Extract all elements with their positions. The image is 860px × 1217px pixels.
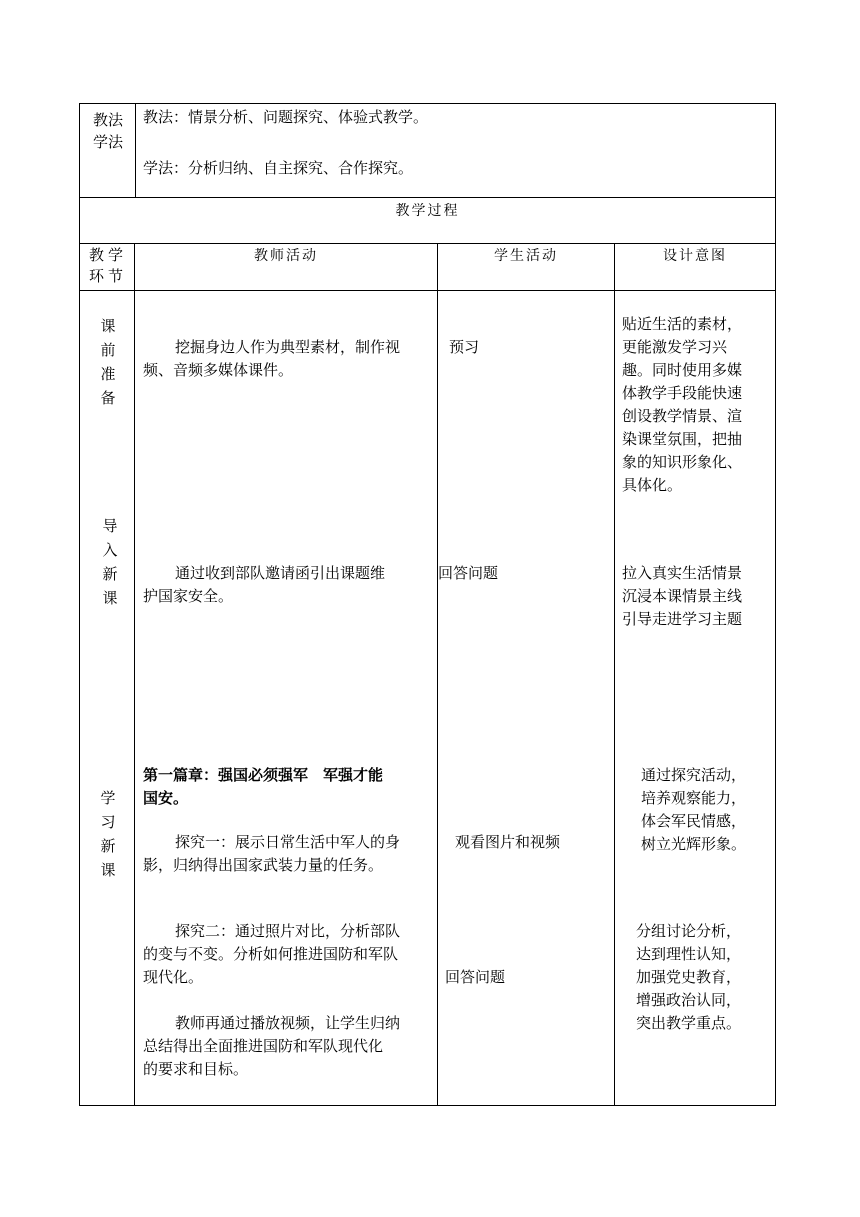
learn-intent1-line-2: 培养观察能力， bbox=[641, 789, 747, 807]
process-title-bottom-border bbox=[79, 243, 776, 244]
table-right-border bbox=[775, 103, 776, 1106]
stage-label-prep: 课前准备 bbox=[100, 317, 116, 407]
explore2-line-2: 的变与不变。分析如何推进国防和军队 bbox=[143, 945, 399, 963]
prep-intent-line-7: 象的知识形象化、 bbox=[622, 453, 743, 471]
methods-label: 教法学法 bbox=[92, 111, 123, 151]
prep-intent-line-8: 具体化。 bbox=[622, 476, 683, 494]
learn-intent2-line-1: 分组讨论分析， bbox=[636, 922, 742, 940]
learn-student-activity-2: 回答问题 bbox=[445, 968, 506, 986]
learn-student-activity-1: 观看图片和视频 bbox=[455, 833, 561, 851]
methods-divider bbox=[135, 103, 136, 198]
teaching-methods-text: 教法：情景分析、问题探究、体验式教学。 bbox=[143, 108, 429, 126]
prep-teacher-line-2: 频、音频多媒体课件。 bbox=[143, 361, 294, 379]
video-line-2: 总结得出全面推进国防和军队现代化 bbox=[143, 1037, 384, 1055]
table-top-border bbox=[79, 103, 776, 104]
prep-intent-line-6: 染课堂氛围，把抽 bbox=[622, 430, 743, 448]
learn-intent1-line-4: 树立光辉形象。 bbox=[641, 835, 747, 853]
chapter-title-line-2: 国安。 bbox=[143, 789, 189, 807]
learning-methods-text: 学法：分析归纳、自主探究、合作探究。 bbox=[143, 159, 414, 177]
explore1-line-2: 影，归纳得出国家武装力量的任务。 bbox=[143, 856, 384, 874]
intro-teacher-line-2: 护国家安全。 bbox=[143, 587, 234, 605]
intro-intent-line-1: 拉入真实生活情景 bbox=[622, 564, 743, 582]
learn-intent2-line-3: 加强党史教育， bbox=[636, 968, 742, 986]
prep-teacher-line-1: 挖掘身边人作为典型素材，制作视 bbox=[175, 338, 401, 356]
prep-intent-line-1: 贴近生活的素材， bbox=[622, 315, 743, 333]
video-line-3: 的要求和目标。 bbox=[143, 1060, 249, 1078]
column-header-student: 学生活动 bbox=[494, 248, 558, 264]
intro-teacher-line-1: 通过收到部队邀请函引出课题维 bbox=[175, 564, 386, 582]
learn-intent2-line-5: 突出教学重点。 bbox=[636, 1014, 742, 1032]
stage-column-divider bbox=[134, 243, 135, 1106]
prep-intent-line-3: 趣。同时使用多媒 bbox=[622, 361, 743, 379]
teacher-column-divider bbox=[437, 243, 438, 1106]
explore2-line-1: 探究二：通过照片对比，分析部队 bbox=[175, 922, 401, 940]
header-row-bottom-border bbox=[79, 290, 776, 291]
student-column-divider bbox=[614, 243, 615, 1106]
column-header-stage: 教学环节 bbox=[88, 246, 127, 285]
learn-intent2-line-4: 增强政治认同， bbox=[636, 991, 742, 1009]
prep-intent-line-4: 体教学手段能快速 bbox=[622, 384, 743, 402]
intro-student-activity: 回答问题 bbox=[438, 564, 499, 582]
methods-bottom-border bbox=[79, 197, 776, 198]
stage-label-learn: 学习新课 bbox=[100, 789, 116, 879]
chapter-title-line-1: 第一篇章：强国必须强军 军强才能 bbox=[143, 766, 384, 784]
column-header-intent: 设计意图 bbox=[663, 248, 727, 264]
prep-intent-line-2: 更能激发学习兴 bbox=[622, 338, 728, 356]
column-header-teacher: 教师活动 bbox=[254, 248, 318, 264]
stage-label-intro: 导入新课 bbox=[102, 517, 118, 607]
intro-intent-line-3: 引导走进学习主题 bbox=[622, 610, 743, 628]
learn-intent2-line-2: 达到理性认知， bbox=[636, 945, 742, 963]
explore2-line-3: 现代化。 bbox=[143, 968, 204, 986]
prep-intent-line-5: 创设教学情景、渲 bbox=[622, 407, 743, 425]
learn-intent1-line-1: 通过探究活动， bbox=[641, 766, 747, 784]
process-title: 教学过程 bbox=[395, 203, 460, 219]
video-line-1: 教师再通过播放视频，让学生归纳 bbox=[175, 1014, 401, 1032]
explore1-line-1: 探究一：展示日常生活中军人的身 bbox=[175, 833, 401, 851]
intro-intent-line-2: 沉浸本课情景主线 bbox=[622, 587, 743, 605]
table-left-border bbox=[79, 103, 80, 1106]
learn-intent1-line-3: 体会军民情感， bbox=[641, 812, 747, 830]
table-bottom-border bbox=[79, 1105, 776, 1106]
prep-student-activity: 预习 bbox=[449, 338, 480, 356]
